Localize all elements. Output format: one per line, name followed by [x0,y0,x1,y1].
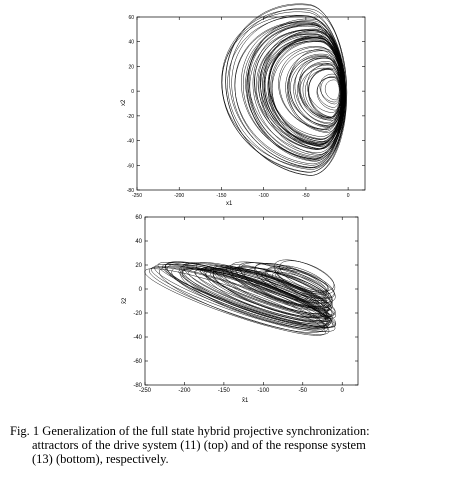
x-tick-label: -50 [302,193,310,199]
y-tick-label: -20 [126,113,134,120]
y-tick-label: 0 [131,89,134,96]
x-tick-label: 0 [340,388,344,394]
x-tick-label: -200 [178,388,191,394]
x-tick-label: -150 [217,388,230,394]
x-tick-label: -200 [174,193,185,199]
figure-caption [10,424,442,466]
x-tick-label: -250 [131,193,143,199]
x-tick-label: -150 [216,193,227,199]
y-tick-label: -20 [133,311,142,317]
y-tick-label: 40 [135,239,142,245]
y-tick-label: -40 [133,335,142,341]
y-tick-label: -80 [126,188,134,194]
y-tick-label: 0 [138,287,142,293]
x-tick-label: -100 [257,388,270,394]
y-tick-label: 20 [135,263,142,269]
x-tick-label: -100 [258,193,269,199]
y-tick-label: 60 [128,15,134,21]
top-attractor-plot [121,4,365,207]
bottom-attractor-plot [122,215,358,404]
bottom-y-axis-label: x̂2 [122,297,128,304]
x-tick-label: -250 [138,388,152,394]
y-tick-label: 40 [128,39,134,46]
y-tick-label: -40 [126,138,134,145]
top-y-axis-label: x2 [121,99,127,106]
y-tick-label: -60 [133,359,142,365]
caption-line-1: Fig. 1 Generalization of the full state hybrid projective synchronization: [10,424,370,438]
x-tick-label: -50 [298,388,308,394]
caption-line-3: (13) (bottom), respectively. [32,452,169,466]
y-tick-label: 20 [128,64,134,71]
y-tick-label: -80 [133,383,142,389]
caption-line-2: attractors of the drive system (11) (top) and of the response system [32,438,366,452]
bottom-x-axis-label: x̂1 [242,398,249,404]
y-tick-label: 60 [135,215,142,221]
y-tick-label: -60 [126,163,134,170]
x-tick-label: 0 [346,193,350,199]
top-x-axis-label: x1 [226,201,233,207]
